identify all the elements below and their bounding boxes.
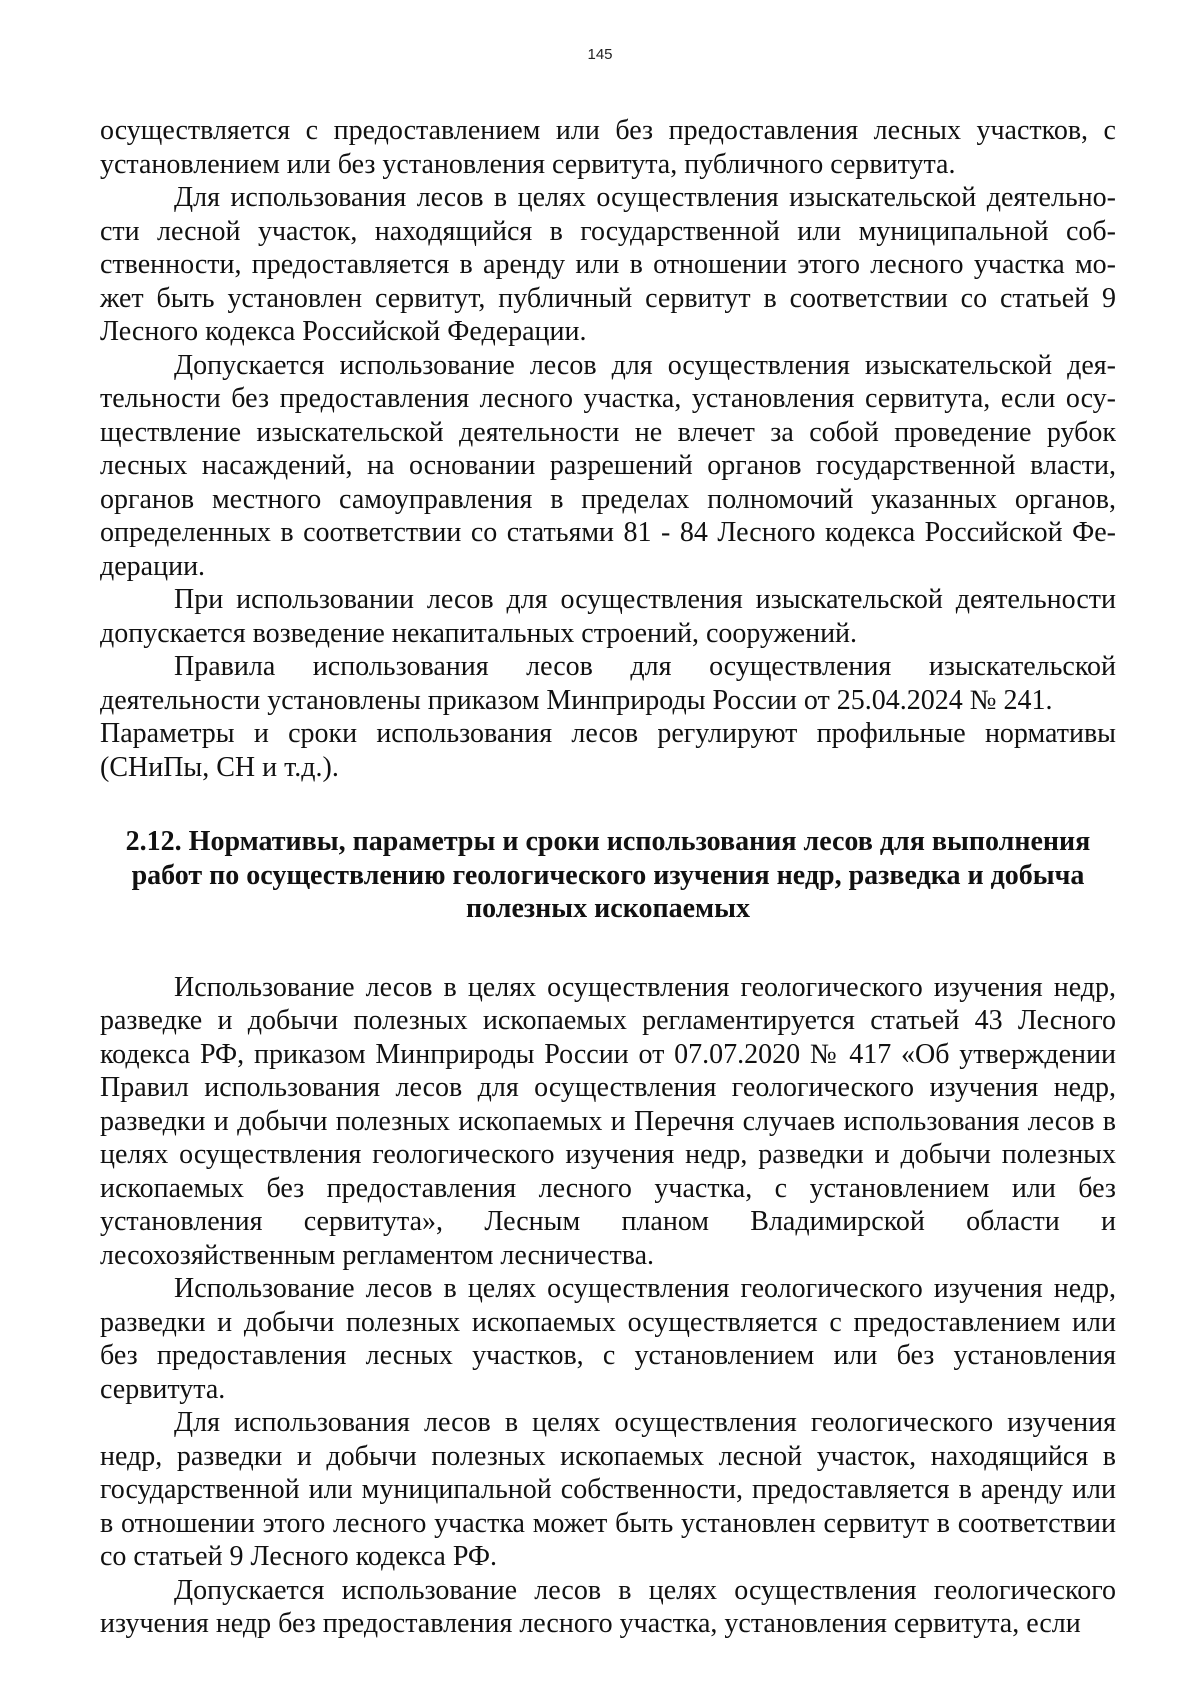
paragraph-continuation: осуществляется с предоставлением или без предоставления лесных участков, с установлением или без установления сервитута, публичного сервитута. bbox=[100, 115, 1116, 180]
paragraph-geology-provision: Использование лесов в целях осуществления геологического изучения недр, разведки и добычи полезных ископаемых осуществляется с предоставлением или без предоставления лесных участков, с установлением или без установления сервитута. bbox=[100, 1273, 1116, 1405]
document-body bbox=[100, 114, 1116, 1641]
paragraph-survey-parameters: Параметры и сроки использования лесов регулируют профильные нормативы (СНиПы, СН и т.д.). bbox=[100, 718, 1116, 783]
paragraph-survey-lease: Для использования лесов в целях осуществления изыскательской деятельности лесной участок, находящийся в государственной или муниципальной собственности, предоставляется в аренду или в отношении этого лесного участка может быть установлен сервитут, публичный сервитут в соответствии со статьей 9 Лесного кодекса Российской Федерации. bbox=[100, 182, 1116, 347]
page-number: 145 bbox=[587, 46, 613, 63]
paragraph-geology-permit: Допускается использование лесов в целях осуществления геологического изучения недр без предоставления лесного участка, установления сервитута, если bbox=[100, 1574, 1116, 1639]
section-heading: 2.12. Нормативы, параметры и сроки использования лесов для выполнения работ по осуществлению геологического изучения недр, разведка и добыча полезных ископаемых bbox=[125, 826, 1091, 924]
paragraph-geology-lease: Для использования лесов в целях осуществления геологического изучения недр, разведки и добычи полезных ископаемых лесной участок, находящийся в государственной или муниципальной собственности, предоставляется в аренду или в отношении этого лесного участка может быть установлен сервитут в соответствии со статьей 9 Лесного кодекса РФ. bbox=[100, 1407, 1116, 1572]
paragraph-survey-rules: Правила использования лесов для осуществления изыскательской деятельности установлены приказом Минприроды России от 25.04.2024 № 241. bbox=[100, 651, 1116, 716]
paragraph-geology-regulation: Использование лесов в целях осуществления геологического изучения недр, разведке и добычи полезных ископаемых регламентируется статьей 43 Лесного кодекса РФ, приказом Минприроды России от 07.07.2020 № 417 «Об утверждении Правил использования лесов для осуществления геологического изучения недр, разведки и добычи полезных ископаемых и Перечня случаев использования лесов в целях осуществления геологического изучения недр, разведки и добычи полезных ископаемых без предоставления лесного участка, с установлением или без установления сервитута», Лесным планом Владимирской области и лесохозяйственным регламентом лесничества. bbox=[100, 971, 1116, 1271]
paragraph-survey-permit: Допускается использование лесов для осуществления изыскательской деятельности без предоставления лесного участка, установления сервитута, если осуществление изыскательской деятельности не влечет за собой проведение рубок лесных насаждений, на основании разрешений органов государственной власти, органов местного самоуправления в пределах полномочий указанных органов, определенных в соответствии со статьями 81 - 84 Лесного кодекса Российской Федерации. bbox=[100, 349, 1116, 582]
paragraph-survey-structures: При использовании лесов для осуществления изыскательской деятельности допускается возведение некапитальных строений, сооружений. bbox=[100, 584, 1116, 649]
